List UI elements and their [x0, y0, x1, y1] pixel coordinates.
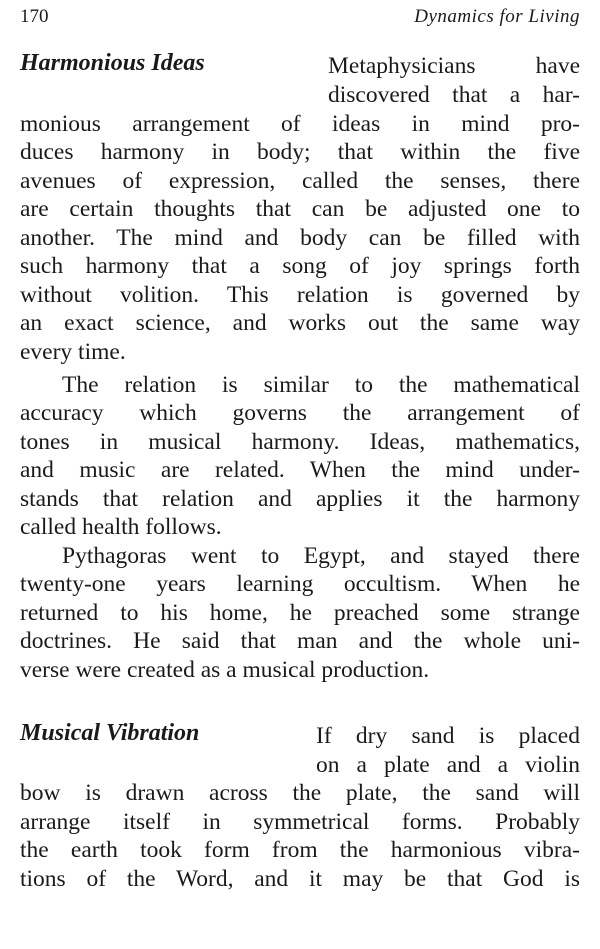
- text-line: returned to his home, he preached some strange: [20, 600, 580, 626]
- text-line: called health follows.: [20, 514, 222, 540]
- text-line: tones in musical harmony. Ideas, mathematics,: [20, 429, 580, 455]
- text-line: bow is drawn across the plate, the sand will: [20, 780, 580, 806]
- text-line: avenues of expression, called the senses, there: [20, 168, 580, 194]
- text-line: doctrines. He said that man and the whole uni-: [20, 628, 580, 654]
- text-line: tions of the Word, and it may be that God is: [20, 866, 580, 892]
- text-line: discovered that a har-: [328, 82, 580, 108]
- text-line: the earth took form from the harmonious vibra-: [20, 837, 580, 863]
- text-line: an exact science, and works out the same way: [20, 310, 580, 336]
- page-number: 170: [20, 6, 49, 27]
- text-line: accuracy which governs the arrangement of: [20, 400, 580, 426]
- text-line: stands that relation and applies it the harmony: [20, 486, 580, 512]
- text-line: another. The mind and body can be filled with: [20, 225, 580, 251]
- text-line: Metaphysicians have: [328, 53, 580, 79]
- text-line: If dry sand is placed: [316, 723, 580, 749]
- running-title: Dynamics for Living: [414, 6, 580, 27]
- text-line: without volition. This relation is governed by: [20, 282, 580, 308]
- text-line: arrange itself in symmetrical forms. Probably: [20, 809, 580, 835]
- section-heading-harmonious-ideas: Harmonious Ideas: [20, 50, 205, 76]
- text-line: twenty-one years learning occultism. When he: [20, 571, 580, 597]
- text-line: on a plate and a violin: [316, 752, 580, 778]
- text-line: The relation is similar to the mathematical: [62, 372, 580, 398]
- text-line: duces harmony in body; that within the five: [20, 139, 580, 165]
- text-line: every time.: [20, 339, 126, 365]
- section-heading-musical-vibration: Musical Vibration: [20, 720, 200, 746]
- text-line: such harmony that a song of joy springs forth: [20, 253, 580, 279]
- text-line: Pythagoras went to Egypt, and stayed there: [62, 543, 580, 569]
- text-line: verse were created as a musical production.: [20, 657, 430, 683]
- text-line: are certain thoughts that can be adjusted one to: [20, 196, 580, 222]
- text-line: and music are related. When the mind under-: [20, 457, 580, 483]
- text-line: monious arrangement of ideas in mind pro-: [20, 111, 580, 137]
